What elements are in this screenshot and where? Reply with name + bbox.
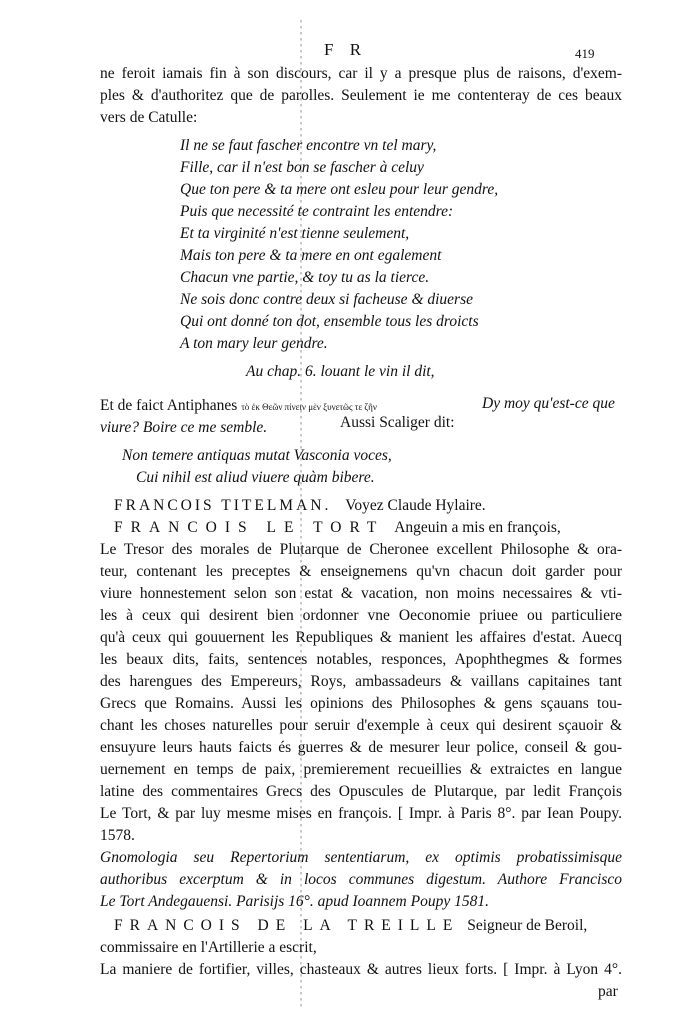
author-entry (114, 916, 587, 936)
text-line: chant les choses naturelles pour seruir d'exemple à ceux qui desirent sçauoir & (100, 717, 622, 734)
author-name: FRANCOIS DE LA TREILLE (114, 917, 460, 934)
cross-reference: Voyez Claude Hylaire. (345, 497, 486, 514)
page-number: 419 (575, 46, 595, 61)
chapter-note: Au chap. 6. louant le vin il dit, (246, 363, 435, 380)
text-line: viure? Boire ce me semble. (100, 419, 268, 436)
verse-line: Ne sois donc contre deux si facheuse & diuerse (180, 291, 474, 308)
text-line: 1578. (100, 827, 135, 844)
text-line: latine des commentaires Grecs des Opuscules de Plutarque, par ledit François (100, 783, 622, 800)
entry-text: Seigneur de Beroil, (467, 917, 588, 934)
verse-line: Et ta virginité n'est tienne seulement, (180, 225, 410, 242)
author-name: FRANCOIS LE TORT (114, 519, 385, 536)
text-line: teur, contenant les preceptes & enseignemens qu'vn chacun doit garder pour (100, 563, 622, 580)
running-title: F R (324, 40, 368, 59)
text-line: viure honnestement selon son estat & vacation, non moins necessaires & vti- (100, 585, 622, 602)
text-line: vers de Catulle: (100, 109, 198, 126)
greek-quotation: τὸ ἐκ Θεῶν πίνειν μὲν ξυνετῶς τε ζῆν (241, 402, 377, 412)
text-segment: Et de faict Antiphanes (100, 397, 238, 414)
verse-line: Que ton pere & ta mere ont esleu pour leur gendre, (180, 181, 499, 198)
verse-line: A ton mary leur gendre. (180, 335, 328, 352)
latin-title-line: Gnomologia seu Repertorium sententiarum, ex optimis probatissimisque (100, 849, 622, 866)
latin-title-line: Le Tort Andegauensi. Parisijs 16°. apud Ioannem Poupy 1581. (100, 893, 489, 910)
verse-line: Il ne se faut fascher encontre vn tel mary, (180, 137, 437, 154)
text-line: Le Tresor des morales de Plutarque de Cheronee excellent Philosophe & ora- (100, 541, 622, 558)
catchword: par (598, 983, 618, 1000)
latin-verse: Cui nihil est aliud viuere quàm bibere. (136, 469, 375, 486)
text-line: ples & d'authoritez que de parolles. Seulement ie me contenteray de ces beaux (100, 87, 622, 104)
text-line: commissaire en l'Artillerie a escrit, (100, 939, 317, 956)
text-line: La maniere de fortifier, villes, chasteaux & autres lieux forts. [ Impr. à Lyon 4°. (100, 961, 622, 978)
text-line: les beaux dits, faits, sentences notables, responces, Apophthegmes & formes (100, 651, 622, 668)
latin-verse: Non temere antiquas mutat Vasconia voces, (122, 447, 392, 464)
text-line (100, 396, 377, 417)
text-line: ne feroit iamais fin à son discours, car il y a presque plus de raisons, d'exem- (100, 65, 622, 82)
text-line: Grecs que Romains. Aussi les opinions des Philosophes & gens sçauans tou- (100, 695, 622, 712)
verse-line: Fille, car il n'est bon se fascher à celuy (180, 159, 424, 176)
text-line: les à ceux qui desirent bien ordonner vne Oeconomie priuee ou particuliere (100, 607, 622, 624)
author-name: FRANCOIS TITELMAN. (114, 497, 332, 514)
text-line: qu'à ceux qui gouuernent les Republiques & manient les affaires d'estat. Auecq (100, 629, 622, 646)
entry-text: Angeuin a mis en françois, (394, 519, 561, 536)
verse-line: Qui ont donné ton dot, ensemble tous les droicts (180, 313, 479, 330)
text-segment: Aussi Scaliger dit: (340, 414, 455, 431)
latin-title-line: authoribus excerptum & in locos communes digestum. Authore Francisco (100, 871, 622, 888)
text-line: Le Tort, & par luy mesme mises en françois. [ Impr. à Paris 8°. par Iean Poupy. (100, 805, 622, 822)
author-entry (114, 496, 486, 516)
author-entry (114, 518, 561, 538)
text-line: des harengues des Empereurs, Roys, ambassadeurs & vaillans capitaines tant (100, 673, 622, 690)
verse-line: Puis que necessité te contraint les entendre: (180, 203, 454, 220)
text-segment: Dy moy qu'est-ce que (482, 395, 615, 412)
text-line: uernement en temps de paix, premierement recueillies & extraictes en langue (100, 761, 622, 778)
verse-line: Mais ton pere & ta mere en ont egalement (180, 247, 442, 264)
text-line: ensuyure leurs hauts faicts és guerres & de mesurer leur police, conseil & gou- (100, 739, 622, 756)
verse-line: Chacun vne partie, & toy tu as la tierce. (180, 269, 430, 286)
